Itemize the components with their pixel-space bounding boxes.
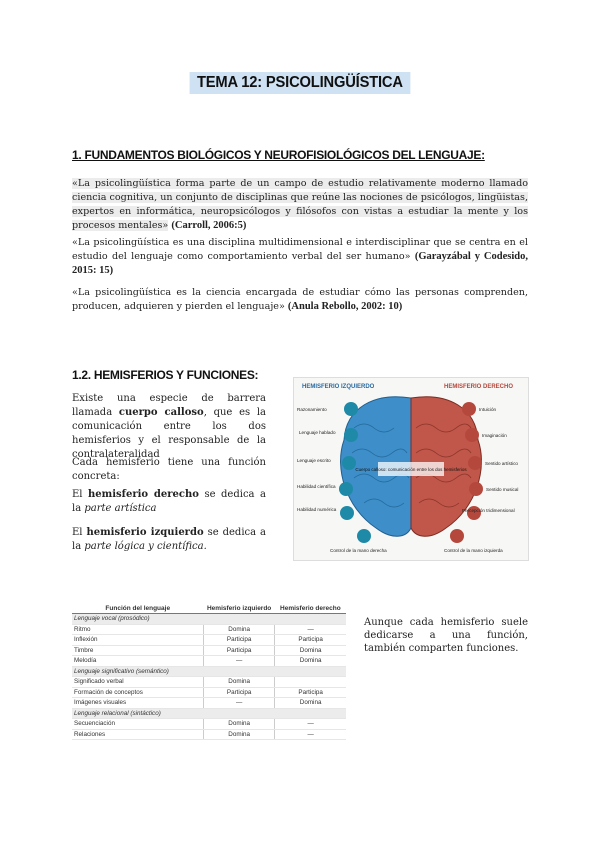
table-header-row	[72, 604, 346, 614]
table-section-row	[72, 614, 346, 625]
page-title: TEMA 12: PSICOLINGÜÍSTICA	[190, 72, 411, 94]
cell-function: Melodía	[72, 656, 204, 667]
p4-bold: hemisferio izquierdo	[86, 527, 204, 538]
label-habilidad-cientifica: Habilidad científica	[297, 484, 336, 489]
cell-right: —	[275, 729, 346, 740]
section-label: Lenguaje significativo (semántico)	[72, 666, 346, 677]
table-row	[72, 687, 346, 698]
table-row	[72, 624, 346, 635]
art-icon	[468, 456, 482, 470]
quote-2	[72, 236, 528, 278]
cell-left: —	[204, 656, 275, 667]
cell-left: Domina	[204, 624, 275, 635]
p4-a: El	[72, 527, 87, 538]
cell-right: Domina	[275, 656, 346, 667]
cell-function: Inflexión	[72, 635, 204, 646]
table-row	[72, 656, 346, 667]
section-2-heading: 1.2. HEMISFERIOS Y FUNCIONES:	[72, 368, 259, 382]
language-functions-table	[72, 604, 346, 740]
section-label: Lenguaje relacional (sintáctico)	[72, 708, 346, 719]
col-header-izquierdo: Hemisferio izquierdo	[204, 604, 275, 614]
label-mano-izquierda: Control de la mano izquierda	[444, 548, 503, 553]
col-header-funcion: Función del lenguaje	[72, 604, 204, 614]
section-label: Lenguaje vocal (prosódico)	[72, 614, 346, 625]
label-percepcion: Percepción tridimensional	[462, 508, 515, 513]
cell-function: Imágenes visuales	[72, 698, 204, 709]
paragraph-funcion	[72, 456, 266, 484]
quote-2-cite: (Garayzábal y Codesido, 2015: 15)	[72, 251, 528, 276]
shared-functions-note: Aunque cada hemisferio suele dedicarse a una función, también comparten funciones.	[364, 617, 528, 654]
cell-right: Domina	[275, 698, 346, 709]
label-lenguaje-escrito: Lenguaje escrito	[297, 458, 331, 463]
cell-right: Participa	[275, 687, 346, 698]
cell-left: Domina	[204, 729, 275, 740]
cell-right: —	[275, 719, 346, 730]
cell-left: Participa	[204, 645, 275, 656]
quote-3	[72, 286, 528, 314]
right-hemisphere-title: HEMISFERIO DERECHO	[444, 384, 514, 390]
cell-left: Domina	[204, 719, 275, 730]
quote-1-text: «La psicolingüística forma parte de un campo de estudio relativamente moderno llamado ciencia cognitiva, un conjunto de disciplinas que reúne las nociones de psicólogos, lingüistas, expertos en informática, neuropsicólogos y filósofos con vistas a estudiar la mente y los procesos mentales»	[72, 178, 528, 231]
p1-bold: cuerpo calloso	[118, 407, 204, 418]
p3-a: El	[72, 489, 89, 500]
table-section-row	[72, 708, 346, 719]
right-hand-icon	[357, 529, 371, 543]
section-1-heading: 1. FUNDAMENTOS BIOLÓGICOS Y NEUROFISIOLÓGICOS DEL LENGUAJE:	[72, 148, 485, 162]
cell-function: Secuenciación	[72, 719, 204, 730]
table-row	[72, 677, 346, 688]
p1-text-c: , que es la comunicación entre los dos hemisferios y el responsable de la contralateralidad	[72, 407, 266, 460]
label-sentido-artistico: Sentido artístico	[485, 461, 518, 466]
imagination-icon	[465, 428, 479, 442]
cell-function: Formación de conceptos	[72, 687, 204, 698]
quote-1-cite: (Carroll, 2006:5)	[171, 220, 247, 231]
table-section-row	[72, 666, 346, 677]
cell-left: —	[204, 698, 275, 709]
cell-right: —	[275, 624, 346, 635]
table-row	[72, 729, 346, 740]
p1-text-a: Existe una especie de barrera llamada	[72, 393, 266, 418]
table-body	[72, 614, 346, 740]
numeric-icon	[340, 506, 354, 520]
table-row	[72, 645, 346, 656]
table-row	[72, 719, 346, 730]
quote-3-cite: (Anula Rebollo, 2002: 10)	[287, 301, 403, 312]
intuition-icon	[462, 402, 476, 416]
label-razonamiento: Razonamiento	[297, 407, 327, 412]
cell-right	[275, 677, 346, 688]
brain-svg	[294, 378, 528, 560]
quote-2-text: «La psicolingüística es una disciplina multidimensional e interdisciplinar que se centra en el estudio del lenguaje como comportamiento verbal del ser humano»	[72, 237, 528, 262]
title-wrapper	[0, 72, 600, 94]
p4-c: se dedica a la	[72, 527, 267, 552]
paragraph-cuerpo-calloso	[72, 392, 266, 462]
cell-left: Domina	[204, 677, 275, 688]
table-row	[72, 698, 346, 709]
table-row	[72, 635, 346, 646]
cell-right: Participa	[275, 635, 346, 646]
label-habilidad-numerica: Habilidad numérica	[297, 507, 337, 512]
music-icon	[469, 482, 483, 496]
paragraph-izquierdo	[72, 526, 266, 554]
reasoning-icon	[344, 402, 358, 416]
quote-3-text: «La psicolingüística es la ciencia encargada de estudiar cómo las personas comprenden, producen, adquieren y pierden el lenguaje»	[72, 287, 528, 312]
p3-c: se dedica a la	[72, 489, 266, 514]
cell-function: Timbre	[72, 645, 204, 656]
col-header-derecho: Hemisferio derecho	[275, 604, 346, 614]
p3-bold: hemisferio derecho	[88, 489, 199, 500]
cell-function: Ritmo	[72, 624, 204, 635]
left-hand-icon	[450, 529, 464, 543]
label-mano-derecha: Control de la mano derecha	[330, 548, 387, 553]
science-icon	[339, 482, 353, 496]
label-intuicion: Intuición	[479, 407, 497, 412]
cell-function: Relaciones	[72, 729, 204, 740]
brain-hemispheres-figure	[293, 377, 529, 561]
label-lenguaje-hablado: Lenguaje hablado	[299, 430, 336, 435]
paragraph-derecho	[72, 488, 266, 516]
label-imaginacion: Imaginación	[482, 433, 507, 438]
p3-italic: parte artística	[84, 503, 157, 514]
cell-left: Participa	[204, 687, 275, 698]
cell-left: Participa	[204, 635, 275, 646]
p2-text: Cada hemisferio tiene una función concreta:	[72, 457, 266, 482]
label-sentido-musical: Sentido musical	[486, 487, 519, 492]
quote-1	[72, 177, 528, 233]
writing-icon	[342, 456, 356, 470]
cell-right: Domina	[275, 645, 346, 656]
left-hemisphere-title: HEMISFERIO IZQUIERDO	[302, 384, 375, 390]
p4-italic: parte lógica y científica.	[84, 541, 207, 552]
cell-function: Significado verbal	[72, 677, 204, 688]
corpus-callosum-label: Cuerpo calloso: comunicación entre los dos hemisferios	[355, 467, 467, 472]
speech-icon	[344, 428, 358, 442]
